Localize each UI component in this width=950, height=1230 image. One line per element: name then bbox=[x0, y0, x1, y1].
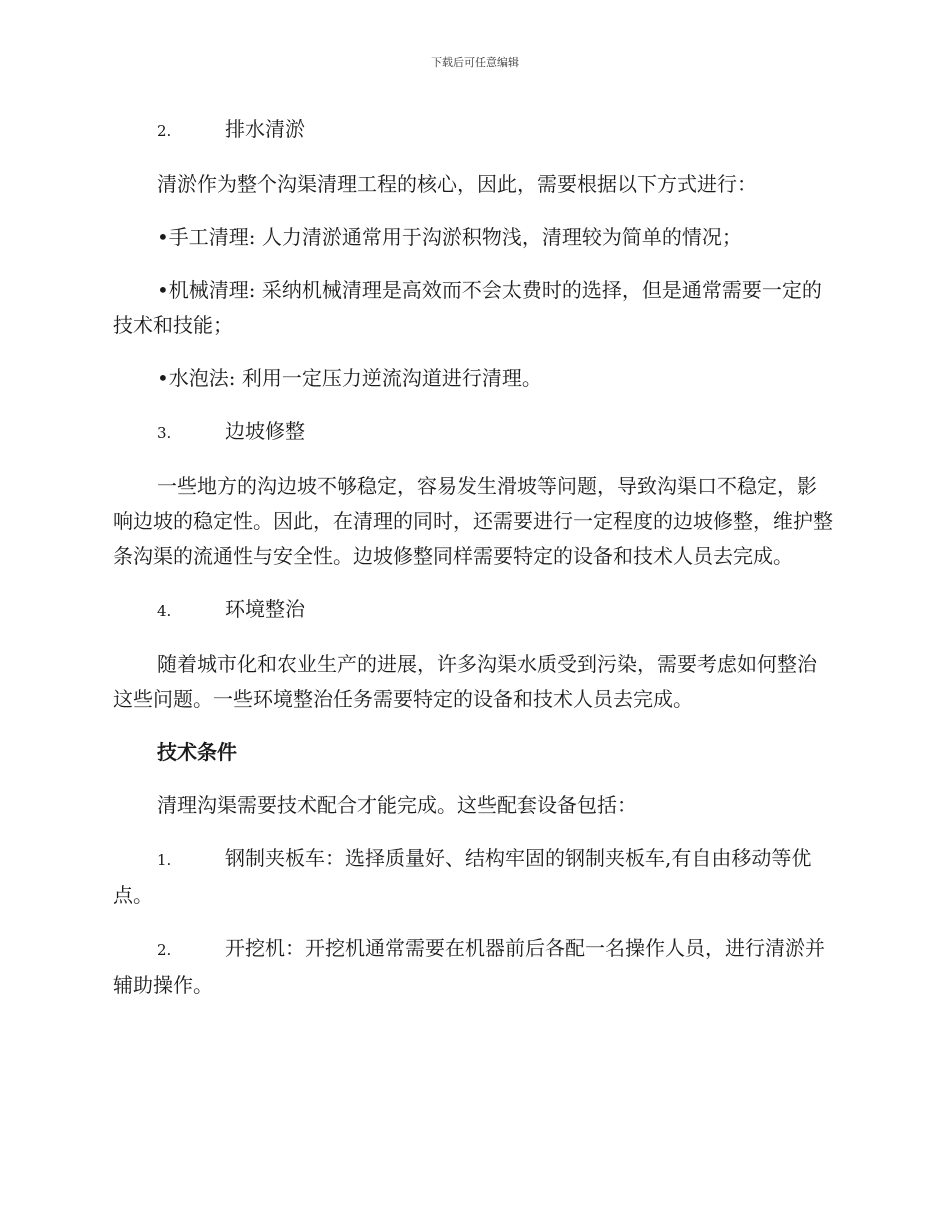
bullet-item bbox=[113, 273, 833, 343]
section-number: 2. bbox=[157, 122, 172, 140]
document-body bbox=[113, 112, 833, 1021]
section-heading-4 bbox=[113, 592, 833, 629]
section-heading-2 bbox=[113, 112, 833, 149]
bullet-dot: • bbox=[157, 225, 169, 249]
section-title: 环境整治 bbox=[225, 597, 305, 621]
bullet-dot: • bbox=[157, 366, 169, 390]
tech-conditions-heading: 技术条件 bbox=[157, 740, 237, 764]
page-header: 下载后可任意编辑 bbox=[431, 56, 519, 69]
bullet-item bbox=[113, 220, 833, 255]
bullet-text: 水泡法: 利用一定压力逆流沟道进行清理。 bbox=[168, 366, 542, 390]
item-number: 1. bbox=[157, 851, 172, 869]
numbered-item bbox=[113, 931, 833, 1003]
bullet-item bbox=[113, 361, 833, 396]
paragraph: 一些地方的沟边坡不够稳定，容易发生滑坡等问题，导致沟渠口不稳定，影响边坡的稳定性。因此，在清理的同时，还需要进行一定程度的边坡修整，维护整条沟渠的流通性与安全性。边坡修整同样需要特定的设备和技术人员去完成。 bbox=[113, 474, 833, 568]
paragraph: 清淤作为整个沟渠清理工程的核心，因此，需要根据以下方式进行： bbox=[157, 172, 757, 196]
numbered-item bbox=[113, 841, 833, 913]
paragraph: 清理沟渠需要技术配合才能完成。这些配套设备包括： bbox=[157, 793, 637, 817]
item-number: 2. bbox=[157, 941, 172, 959]
paragraph: 随着城市化和农业生产的进展，许多沟渠水质受到污染，需要考虑如何整治这些问题。一些环境整治任务需要特定的设备和技术人员去完成。 bbox=[113, 652, 817, 711]
bullet-text: 机械清理: 采纳机械清理是高效而不会太费时的选择，但是通常需要一定的技术和技能； bbox=[113, 278, 822, 337]
section-number: 4. bbox=[157, 602, 172, 620]
section-title: 排水清淤 bbox=[225, 117, 305, 141]
bullet-text: 手工清理: 人力清淤通常用于沟淤积物浅，清理较为简单的情况； bbox=[168, 225, 742, 249]
item-text: 开挖机：开挖机通常需要在机器前后各配一名操作人员，进行清淤并辅助操作。 bbox=[113, 936, 825, 997]
bullet-dot: • bbox=[157, 278, 169, 302]
item-text: 钢制夹板车：选择质量好、结构牢固的钢制夹板车,有自由移动等优点。 bbox=[113, 846, 812, 907]
section-number: 3. bbox=[157, 424, 172, 442]
section-title: 边坡修整 bbox=[225, 419, 305, 443]
section-heading-3 bbox=[113, 414, 833, 451]
